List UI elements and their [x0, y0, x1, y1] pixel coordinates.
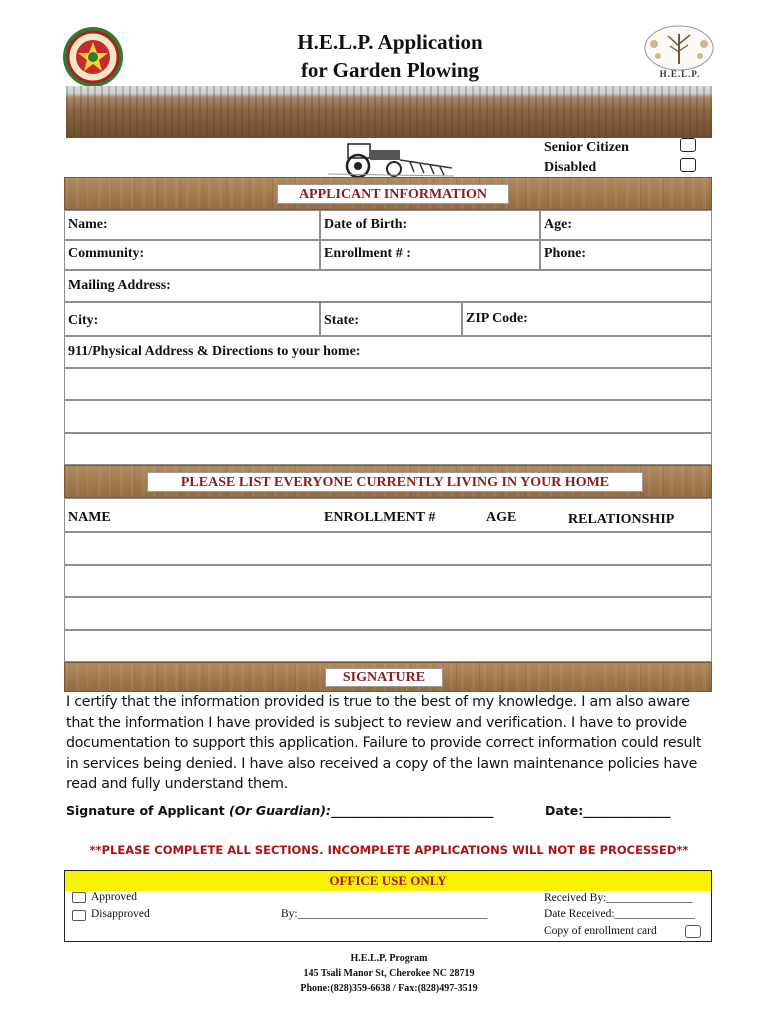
- household-section-bar: [64, 465, 712, 498]
- approved-checkbox[interactable]: [72, 892, 86, 903]
- physical-address-line[interactable]: [64, 400, 712, 433]
- by-line[interactable]: By:_________________________________: [281, 908, 488, 920]
- signature-blank: __________________________: [330, 803, 494, 818]
- household-col-relationship: RELATIONSHIP: [568, 512, 675, 527]
- approved-label: Approved: [91, 891, 137, 903]
- title-line-2: for Garden Plowing: [300, 58, 480, 82]
- age-label: Age:: [544, 217, 572, 232]
- name-label: Name:: [68, 217, 108, 232]
- footer-address: 145 Tsali Manor St, Cherokee NC 28719: [303, 968, 475, 979]
- city-label: City:: [68, 313, 99, 328]
- household-section-heading: PLEASE LIST EVERYONE CURRENTLY LIVING IN YOUR HOME: [147, 472, 643, 492]
- state-label: State:: [324, 313, 359, 328]
- footer-program: H.E.L.P. Program: [350, 953, 428, 964]
- received-by-line[interactable]: Received By:_______________: [544, 892, 693, 904]
- signature-section-bar: [64, 662, 712, 692]
- guardian-label: (Or Guardian):: [229, 803, 331, 818]
- office-use-heading: OFFICE USE ONLY: [65, 871, 711, 891]
- cherokee-seal-logo: [62, 26, 124, 88]
- physical-address-label: 911/Physical Address & Directions to your home:: [68, 344, 361, 359]
- senior-citizen-label: Senior Citizen: [544, 140, 629, 155]
- household-col-age: AGE: [486, 510, 517, 525]
- zip-label: ZIP Code:: [466, 311, 528, 326]
- applicant-section-heading: APPLICANT INFORMATION: [277, 184, 509, 204]
- city-field[interactable]: [64, 302, 320, 336]
- disabled-checkbox[interactable]: [680, 158, 696, 172]
- household-row[interactable]: [64, 597, 712, 630]
- help-logo-text: H.E.L.P.: [659, 69, 701, 79]
- applicant-section-bar: [64, 177, 712, 210]
- page-title: [230, 28, 550, 84]
- household-col-name: NAME: [68, 510, 111, 525]
- signature-label: Signature of Applicant: [66, 803, 230, 818]
- office-use-box: [64, 870, 712, 942]
- household-row[interactable]: [64, 630, 712, 662]
- disabled-label: Disabled: [544, 160, 597, 175]
- enrollment-label: Enrollment # :: [324, 246, 411, 261]
- signature-line[interactable]: [66, 803, 493, 818]
- date-received-line[interactable]: Date Received:______________: [544, 908, 696, 920]
- dob-label: Date of Birth:: [324, 217, 408, 232]
- plowed-field-banner: [66, 86, 712, 138]
- footer: [66, 951, 712, 996]
- title-line-1: H.E.L.P. Application: [297, 30, 483, 54]
- footer-contact: Phone:(828)359-6638 / Fax:(828)497-3519: [300, 983, 478, 994]
- signature-section-heading: SIGNATURE: [325, 668, 443, 687]
- physical-address-line[interactable]: [64, 368, 712, 400]
- date-line[interactable]: Date:______________: [545, 803, 671, 818]
- community-label: Community:: [68, 246, 145, 261]
- tractor-illustration: [326, 138, 456, 178]
- incomplete-warning: **PLEASE COMPLETE ALL SECTIONS. INCOMPLETE APPLICATIONS WILL NOT BE PROCESSED**: [89, 843, 689, 857]
- household-row[interactable]: [64, 565, 712, 597]
- copy-enrollment-label: Copy of enrollment card: [544, 925, 657, 937]
- certification-text: I certify that the information provided is true to the best of my knowledge. I am also aware that the information I have provided is subject to review and verification. I have to provide documentation to support this application. Failure to provide correct information could result in services being denied. I have also received a copy of the lawn maintenance policies have read and fully understand them.: [66, 694, 702, 792]
- senior-citizen-checkbox[interactable]: [680, 138, 696, 152]
- disapproved-checkbox[interactable]: [72, 910, 86, 921]
- phone-label: Phone:: [544, 246, 586, 261]
- household-col-enrollment: ENROLLMENT #: [324, 510, 436, 525]
- household-row[interactable]: [64, 532, 712, 565]
- physical-address-line[interactable]: [64, 433, 712, 465]
- mailing-address-label: Mailing Address:: [68, 278, 171, 293]
- disapproved-label: Disapproved: [91, 908, 150, 920]
- copy-enrollment-checkbox[interactable]: [685, 925, 701, 938]
